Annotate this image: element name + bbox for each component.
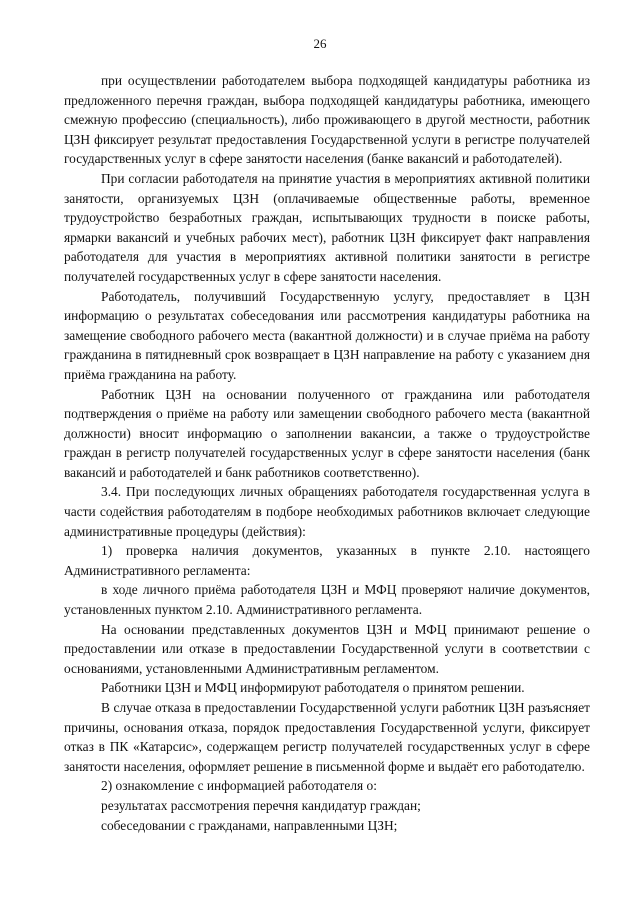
paragraph: собеседовании с гражданами, направленными ЦЗН;	[101, 817, 398, 833]
paragraph: в ходе личного приёма работодателя ЦЗН и МФЦ проверяют наличие документов, установленных пунктом 2.10. Административного регламента.	[64, 582, 590, 618]
page-number: 26	[313, 36, 327, 51]
paragraph: В случае отказа в предоставлении Государственной услуги работник ЦЗН разъясняет причины, основания отказа, порядок предоставления Государственной услуги, фиксирует отказ в ПК «Катарсис», содержащем регистр получателей государственных услуг в сфере занятости населения, оформляет решение в письменной форме и выдаёт его работодателю.	[64, 700, 590, 774]
paragraph: Работники ЦЗН и МФЦ информируют работодателя о принятом решении.	[101, 680, 525, 696]
paragraph: При согласии работодателя на принятие участия в мероприятиях активной политики занятости, организуемых ЦЗН (оплачиваемые общественные работы, временное трудоустройство безработных граждан, испытывающих трудности в поиске работы, ярмарки вакансий и учебных рабочих мест), работник ЦЗН фиксирует факт направления работодателя для участия в мероприятиях активной политики занятости в регистре получателей государственных услуг в сфере занятости населения.	[64, 170, 590, 284]
paragraph: Работник ЦЗН на основании полученного от гражданина или работодателя подтверждения о приёме на работу или замещении свободного рабочего места (вакантной должности) вносит информацию о заполнении вакансии, а также о трудоустройстве граждан в регистр получателей государственных услуг в сфере занятости населения (банк вакансий и работодателей и банк работников соответственно).	[64, 386, 590, 480]
paragraph: 2) ознакомление с информацией работодателя о:	[101, 778, 377, 794]
paragraph: Работодатель, получивший Государственную услугу, предоставляет в ЦЗН информацию о результатах собеседования или рассмотрения кандидатуры работника на замещение свободного рабочего места (вакантной должности) и в случае приёма на работу гражданина в пятидневный срок возвращает в ЦЗН направление на работу с указанием дня приёма гражданина на работу.	[64, 288, 590, 382]
paragraph: при осуществлении работодателем выбора подходящей кандидатуры работника из предложенного перечня граждан, выбора подходящей кандидатуры работника, имеющего смежную профессию (специальность), либо проживающего в другой местности, работник ЦЗН фиксирует результат предоставления Государственной услуги в регистре получателей государственных услуг в сфере занятости населения (банке вакансий и работодателей).	[64, 73, 590, 167]
page-body	[64, 71, 590, 835]
paragraph: 1) проверка наличия документов, указанных в пункте 2.10. настоящего Административного регламента:	[64, 543, 590, 578]
paragraph: 3.4. При последующих личных обращениях работодателя государственная услуга в части содействия работодателям в подборе необходимых работников включает следующие административные процедуры (действия):	[64, 484, 590, 539]
paragraph: На основании представленных документов ЦЗН и МФЦ принимают решение о предоставлении или отказе в предоставлении Государственной услуги в соответствии с основаниями, установленными Административным регламентом.	[64, 621, 590, 676]
paragraph: результатах рассмотрения перечня кандидатур граждан;	[101, 797, 421, 813]
